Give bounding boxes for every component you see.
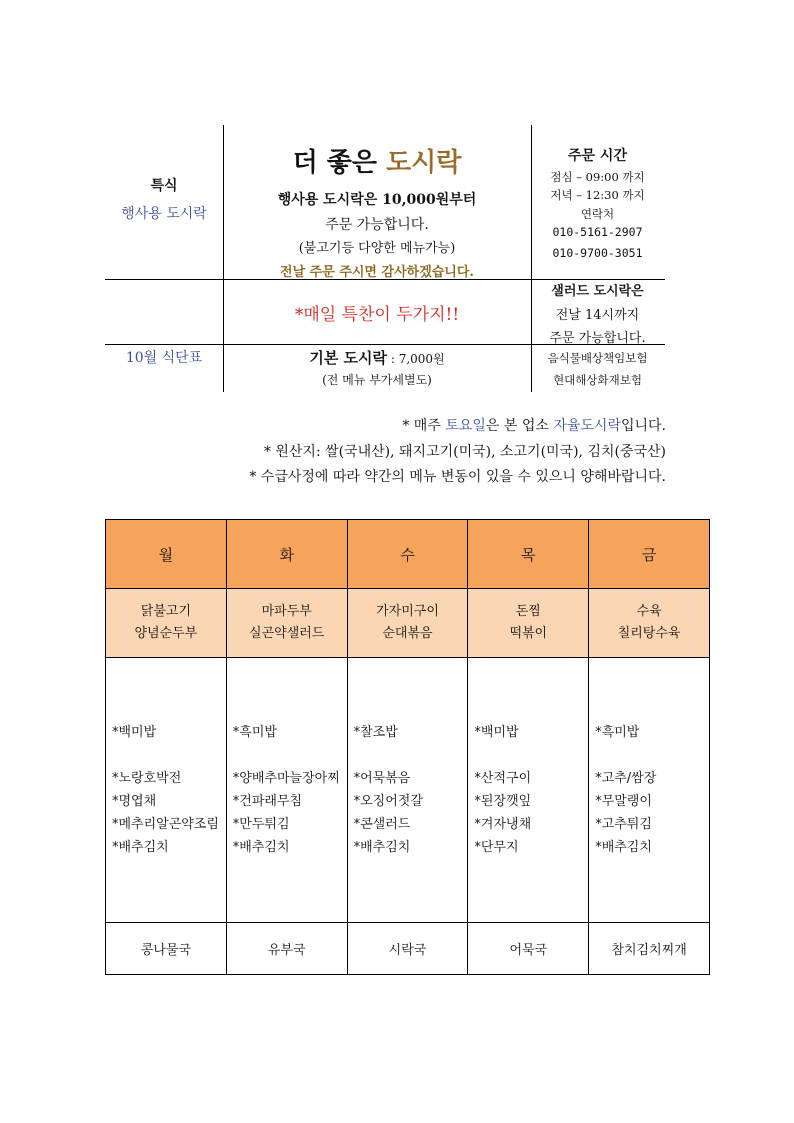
side-dishes-thu [468, 658, 589, 923]
origin-notice: * 원산지: 쌀(국내산), 돼지고기(미국), 소고기(미국), 김치(중국산) [263, 444, 666, 460]
main-dish-thu [468, 589, 589, 658]
order-time-heading: 주문 시간 [568, 148, 627, 164]
main-dish: 떡볶이 [509, 626, 548, 641]
title-prefix: 더 좋은 [292, 148, 387, 178]
side-item: *된장깻잎 [474, 794, 532, 809]
main-dish: 돈찜 [515, 604, 541, 619]
main-dish: 양념순두부 [134, 626, 198, 641]
side-item: *고추튀김 [595, 817, 652, 832]
soup-wed: 시락국 [347, 923, 468, 975]
soup-thu: 어묵국 [468, 923, 589, 975]
saturday-notice [402, 415, 666, 435]
side-item: *메추리알곤약조림 [112, 817, 219, 832]
salad-note-3: 주문 가능합니다. [549, 331, 646, 346]
main-dish: 칠리탕수육 [617, 626, 681, 641]
side-item: *노랑호박전 [112, 771, 182, 786]
order-available-text: 주문 가능합니다. [325, 217, 429, 233]
saturday-post: 입니다. [620, 418, 666, 434]
saturday-pre: * 매주 [402, 418, 446, 434]
main-dish-fri [589, 589, 710, 658]
side-item: *배추김치 [353, 840, 411, 855]
insurance-1: 음식물배상책임보험 [547, 351, 648, 365]
day-header-row [106, 520, 710, 589]
main-dish-tue [226, 589, 347, 658]
special-label: 특식 [150, 178, 178, 194]
main-dish-wed [347, 589, 468, 658]
main-dish: 실곤약샐러드 [249, 626, 325, 641]
basic-label: 기본 도시락 [309, 349, 388, 367]
side-item: *고추/쌈장 [595, 771, 657, 786]
supply-notice: * 수급사정에 따라 약간의 메뉴 변동이 있을 수 있으니 양해바랍니다. [249, 469, 666, 485]
side-item: *겨자냉채 [474, 817, 532, 832]
saturday-free: 자율도시락 [553, 418, 621, 434]
daily-special: *매일 특찬이 두가지!! [294, 305, 460, 325]
side-item: *만두튀김 [232, 817, 290, 832]
thanks-note: 전날 주문 주시면 감사하겠습니다. [280, 265, 474, 280]
side-dishes-fri [589, 658, 710, 923]
rice-item: *흑미밥 [595, 725, 640, 740]
main-dish: 닭불고기 [140, 604, 192, 619]
main-dish: 가자미구이 [376, 604, 439, 619]
side-item: *양배추마늘장아찌 [232, 771, 340, 786]
rice-item: *백미밥 [474, 725, 519, 740]
event-lunchbox-label: 행사용 도시락 [121, 206, 207, 222]
side-dishes-tue [226, 658, 347, 923]
main-dish-row [106, 589, 710, 658]
day-tue: 화 [226, 520, 347, 589]
side-item: *콘샐러드 [353, 817, 411, 832]
saturday-day: 토요일 [445, 418, 486, 434]
contact-label: 연락처 [580, 207, 615, 221]
soup-fri: 참치김치찌개 [589, 923, 710, 975]
menu-variety-note: (불고기등 다양한 메뉴가능) [298, 241, 456, 256]
basic-lunchbox [223, 347, 531, 368]
side-item: *단무지 [474, 840, 519, 855]
phone-1: 010-5161-2907 [552, 225, 643, 239]
soup-mon: 콩나물국 [106, 923, 227, 975]
vat-note: (전 메뉴 부가세별도) [322, 373, 432, 387]
dinner-deadline: 저녁 – 12:30 까지 [550, 188, 645, 202]
main-dish: 마파두부 [261, 604, 312, 619]
side-item: *어묵볶음 [353, 771, 411, 786]
rice-item: *백미밥 [112, 725, 157, 740]
main-dish: 순대볶음 [382, 626, 433, 641]
rice-item: *찰조밥 [353, 725, 398, 740]
weekly-menu-table [105, 519, 710, 975]
side-dish-row [106, 658, 710, 923]
side-dishes-wed [347, 658, 468, 923]
page-title [223, 142, 531, 179]
salad-note-1: 샐러드 도시락은 [551, 284, 644, 299]
side-item: *건파래무침 [232, 794, 303, 809]
rice-item: *흑미밥 [232, 725, 277, 740]
side-item: *배추김치 [595, 840, 652, 855]
day-mon: 월 [106, 520, 227, 589]
side-item: *오징어젓갈 [353, 794, 423, 809]
side-item: *산적구이 [474, 771, 532, 786]
side-item: *명엽채 [112, 794, 157, 809]
day-fri: 금 [589, 520, 710, 589]
lunch-deadline: 점심 – 09:00 까지 [550, 170, 645, 184]
phone-2: 010-9700-3051 [552, 246, 643, 260]
insurance-2: 현대해상화재보험 [553, 373, 642, 387]
main-dish: 수육 [636, 604, 662, 619]
day-thu: 목 [468, 520, 589, 589]
side-item: *배추김치 [232, 840, 290, 855]
side-item: *배추김치 [112, 840, 169, 855]
saturday-mid: 은 본 업소 [485, 418, 554, 434]
side-dishes-mon [106, 658, 227, 923]
salad-note-2: 전날 14시까지 [555, 308, 640, 323]
event-min-price: 행사용 도시락은 10,000원부터 [277, 192, 477, 208]
day-wed: 수 [347, 520, 468, 589]
main-dish-mon [106, 589, 227, 658]
basic-price: : 7,000원 [387, 352, 445, 366]
month-menu-label: 10월 식단표 [125, 350, 203, 366]
soup-row [106, 923, 710, 975]
side-item: *무말랭이 [595, 794, 652, 809]
title-accent: 도시락 [386, 148, 462, 178]
soup-tue: 유부국 [226, 923, 347, 975]
